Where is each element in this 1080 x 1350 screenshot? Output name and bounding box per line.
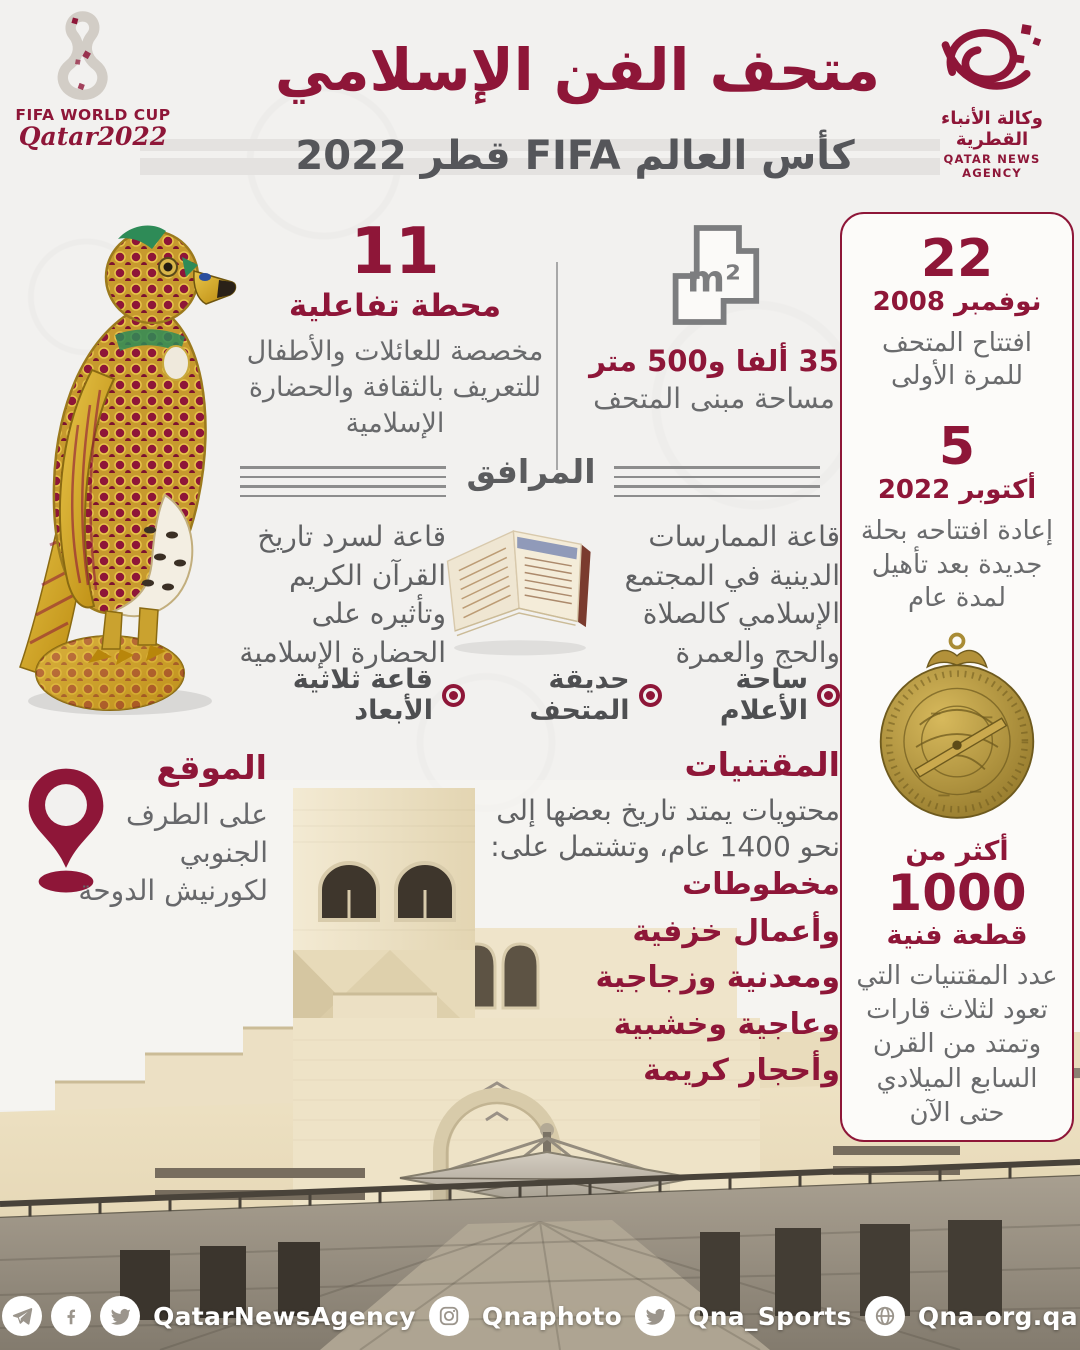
footer-photo-handle: Qnaphoto	[481, 1301, 623, 1331]
artifacts-description: عدد المقتنيات التي تعود لثلاث قارات وتمتد من القرن السابع الميلادي حتى الآن	[856, 960, 1058, 1128]
globe-icon	[865, 1296, 905, 1336]
instagram-icon	[429, 1296, 469, 1336]
event2-day: 5	[938, 417, 976, 478]
twitter-icon	[100, 1296, 140, 1336]
bullet-label: قاعة ثلاثية الأبعاد	[292, 664, 433, 726]
twitter-icon	[635, 1296, 675, 1336]
facilities-hall-left: قاعة لسرد تاريخ القرآن الكريم وتأثيره على الحضارة الإسلامية	[239, 520, 446, 669]
bullet-target-icon	[639, 684, 662, 707]
location-header: الموقع	[156, 748, 267, 787]
quran-book-image	[440, 514, 600, 664]
qna-swirl-icon	[937, 18, 1047, 106]
facilities-rule-left	[240, 466, 446, 497]
stations-label: محطة تفاعلية	[288, 288, 502, 324]
collection-item: ومعدنية وزجاجية	[595, 960, 840, 995]
area-value: 35 ألفا و500 متر	[589, 344, 839, 378]
collection-item: مخطوطات	[682, 867, 840, 902]
falcon-statue-image	[0, 185, 250, 725]
fifa-emblem-icon	[33, 10, 153, 106]
collections-header: المقتنيات	[684, 745, 840, 784]
event1-date: نوفمبر 2008	[872, 286, 1042, 317]
building-area-block	[588, 222, 840, 415]
facility-bullet-museum-garden	[465, 664, 662, 726]
collection-item: وأعمال خزفية	[632, 913, 840, 949]
page-title: متحف الفن الإسلامي	[274, 36, 881, 104]
fifa-logo-text: FIFA WORLD CUP	[15, 106, 171, 124]
location-text: على الطرف الجنوبي لكورنيش الدوحة	[78, 798, 268, 908]
page-subtitle: كأس العالم FIFA قطر 2022	[295, 133, 855, 179]
timeline-sidebar-card	[840, 212, 1074, 1142]
square-meter-icon	[666, 222, 762, 328]
facility-bullet-3d-hall	[235, 664, 465, 726]
fifa-world-cup-logo	[14, 10, 172, 151]
facebook-icon	[51, 1296, 91, 1336]
bullet-label: حديقة المتحف	[529, 664, 630, 726]
collections-intro: محتويات يمتد تاريخ بعضها إلى نحو 1400 عام، وتشتمل على:	[490, 794, 840, 864]
artifacts-prefix: أكثر من	[905, 836, 1009, 868]
footer-sports-handle: Qna_Sports	[688, 1301, 852, 1331]
stations-number: 11	[350, 215, 440, 289]
qna-logo	[912, 18, 1072, 180]
facilities-hall-right: قاعة الممارسات الدينية في المجتمع الإسلامي كالصلاة والحج والعمرة	[624, 520, 840, 669]
facilities-header: المرافق	[466, 452, 596, 491]
artifacts-unit: قطعة فنية	[886, 919, 1028, 951]
telegram-icon	[2, 1296, 42, 1336]
facility-bullet-flags-square	[662, 664, 840, 726]
qna-logo-english-text: QATAR NEWS AGENCY	[943, 152, 1041, 180]
event1-description: افتتاح المتحف للمرة الأولى	[881, 327, 1033, 392]
event2-date: أكتوبر 2022	[877, 474, 1037, 505]
facilities-bullets-row	[235, 664, 840, 726]
collections-list	[540, 862, 840, 1095]
vertical-divider	[556, 262, 558, 470]
qna-logo-arabic-text: وكالة الأنباء القطرية	[941, 108, 1043, 150]
footer-main-handle: QatarNewsAgency	[153, 1301, 416, 1331]
collection-item: وأحجار كريمة	[643, 1053, 840, 1088]
footer-website: Qna.org.qa	[917, 1301, 1078, 1331]
collection-item: وعاجية وخشبية	[613, 1006, 840, 1042]
footer-main-icons	[2, 1296, 140, 1336]
area-label: مساحة مبنى المتحف	[593, 382, 835, 415]
interactive-stations-block	[245, 215, 545, 443]
artifacts-number: 1000	[887, 864, 1027, 923]
astrolabe-image	[872, 628, 1042, 828]
event2-description: إعادة افتتاحه بحلة جديدة بعد تأهيل لمدة عام	[860, 515, 1054, 614]
footer-social-bar	[0, 1296, 1080, 1336]
facilities-rule-right	[614, 466, 820, 497]
square-meter-symbol: m²	[687, 257, 741, 301]
bullet-target-icon	[817, 684, 840, 707]
bullet-target-icon	[442, 684, 465, 707]
event1-day: 22	[920, 229, 994, 289]
fifa-logo-year-text: Qatar2022	[18, 122, 168, 151]
bullet-label: ساحة الأعلام	[719, 664, 808, 726]
stations-description: مخصصة للعائلات والأطفال للتعريف بالثقافة والحضارة الإسلامية	[246, 336, 544, 440]
